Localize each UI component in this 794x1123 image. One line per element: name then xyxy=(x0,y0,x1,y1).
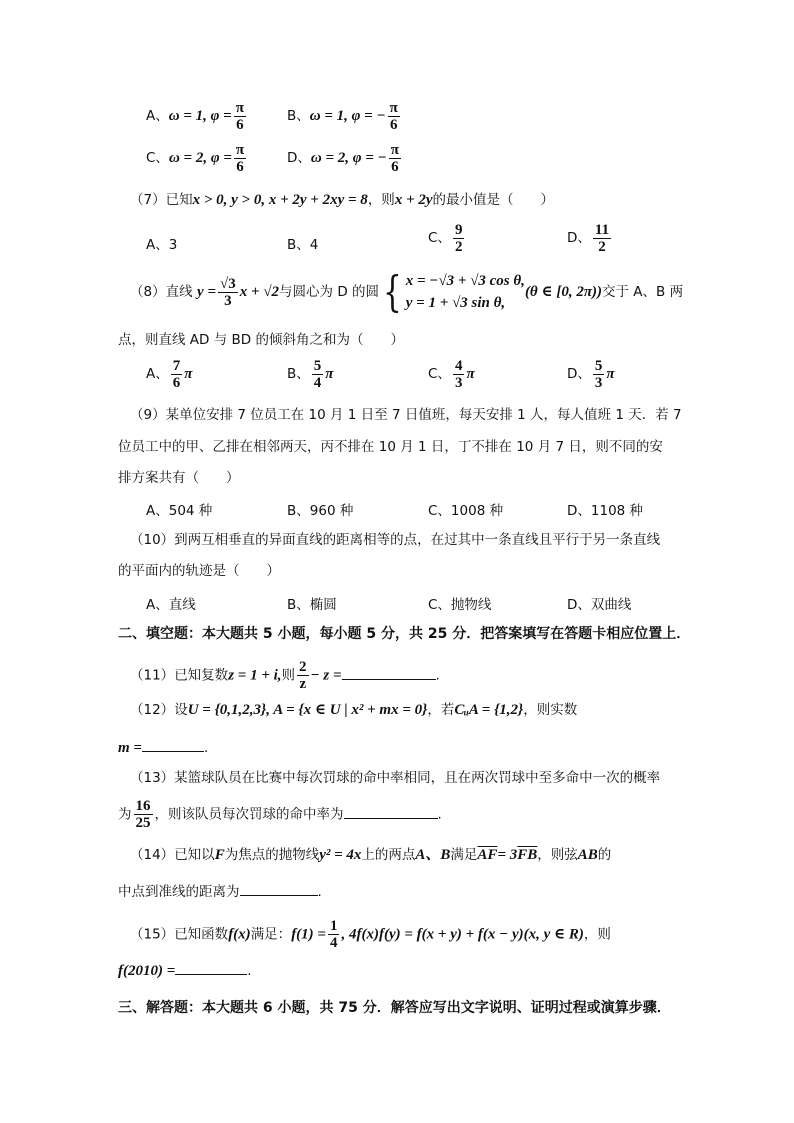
q8-option-d: D、 $\frac{5}{3}$ π xyxy=(567,358,615,391)
q7-stem: （7）已知x > 0, y > 0, x + 2y + 2xy = 8，则x + 2y的最小值是（ ） xyxy=(130,192,555,208)
q8-option-b: B、 $\frac{5}{4}$ π xyxy=(287,358,334,391)
q6-option-c: C、ω = 2, φ = $\frac{\pi}{6}$ xyxy=(146,142,245,175)
q12-stem: （12）设U = {0,1,2,3}, A = {x ∈ U | x² + mx = 0}，若CᵤA = {1,2}，则实数 xyxy=(130,702,578,718)
q14-stem: （14）已知以F为焦点的抛物线y² = 4x上的两点A、B满足$\overline{AF}= 3\overline{FB}$，则弦AB的 xyxy=(130,847,612,863)
q15-stem: （15）已知函数f(x)满足：f(1) = $\frac{1}{4}$ , 4f(x)f(y) = f(x + y) + f(x − y)(x, y ∈ R)，则 xyxy=(130,918,611,951)
q11-stem: （11）已知复数z = 1 + i,则 $\frac{2}{z}$ − z = . xyxy=(130,659,440,692)
q12-answer-blank[interactable] xyxy=(142,737,204,752)
q10-option-b: B、椭圆 xyxy=(287,597,337,613)
q10-stem-line1: （10）到两互相垂直的异面直线的距离相等的点，在过其中一条直线且平行于另一条直线 xyxy=(130,532,661,548)
q12-stem-line2: m = . xyxy=(118,737,208,758)
q9-stem-line2: 位员工中的甲、乙排在相邻两天，丙不排在 10 月 1 日，丁不排在 10 月 7 日，则不同的安 xyxy=(118,439,663,455)
q13-stem-line1: （13）某篮球队员在比赛中每次罚球的命中率相同，且在两次罚球中至多命中一次的概率 xyxy=(130,770,661,786)
q9-option-b: B、960 种 xyxy=(287,503,354,519)
q10-option-a: A、直线 xyxy=(146,597,196,613)
q9-option-a: A、504 种 xyxy=(146,503,213,519)
q7-option-c: C、 $\frac{9}{2}$ xyxy=(428,222,463,255)
q9-option-c: C、1008 种 xyxy=(428,503,504,519)
q13-stem-line2: 为 $\frac{16}{25}$ ，则该队员每次罚球的命中率为 . xyxy=(118,798,442,831)
system-brace: { xyxy=(383,267,402,316)
q9-option-d: D、1108 种 xyxy=(567,503,644,519)
q15-stem-line2: f(2010) = . xyxy=(118,960,252,981)
section3-heading: 三、解答题：本大题共 6 小题，共 75 分．解答应写出文字说明、证明过程或演算步骤． xyxy=(118,1000,671,1016)
q8-option-c: C、 $\frac{4}{3}$ π xyxy=(428,358,475,391)
section2-heading: 二、填空题：本大题共 5 小题，每小题 5 分，共 25 分．把答案填写在答题卡相应位置上． xyxy=(118,626,691,642)
q6-option-d: D、ω = 2, φ = − $\frac{\pi}{6}$ xyxy=(287,142,399,175)
q8-stem: （8）直线 y = $\frac{√3}{3}$ x + √2与圆心为 D 的圆{ x = −√3 + √3 cos θ, y = 1 + √3 sin θ, (θ ∈ [0, 2π))交于 A、B 两 xyxy=(130,267,684,316)
q14-stem-line2: 中点到准线的距离为 . xyxy=(118,881,322,902)
q6-option-b: B、ω = 1, φ = − $\frac{\pi}{6}$ xyxy=(287,100,398,133)
q10-option-c: C、抛物线 xyxy=(428,597,492,613)
q14-answer-blank[interactable] xyxy=(240,881,318,896)
q10-option-d: D、双曲线 xyxy=(567,597,632,613)
q8-stem-line2: 点，则直线 AD 与 BD 的倾斜角之和为（ ） xyxy=(118,332,404,348)
q6-option-a: A、ω = 1, φ = $\frac{\pi}{6}$ xyxy=(146,100,244,133)
q7-option-a: A、3 xyxy=(146,237,178,253)
q8-option-a: A、 $\frac{7}{6}$ π xyxy=(146,358,193,391)
q7-option-d: D、 $\frac{11}{2}$ xyxy=(567,222,610,255)
q13-answer-blank[interactable] xyxy=(344,804,438,819)
q9-stem-line3: 排方案共有（ ） xyxy=(118,470,240,486)
q7-option-b: B、4 xyxy=(287,237,319,253)
q15-answer-blank[interactable] xyxy=(175,960,247,975)
q11-answer-blank[interactable] xyxy=(342,665,436,680)
q9-stem-line1: （9）某单位安排 7 位员工在 10 月 1 日至 7 日值班，每天安排 1 人，每人值班 1 天．若 7 xyxy=(130,407,682,423)
q10-stem-line2: 的平面内的轨迹是（ ） xyxy=(118,563,280,579)
